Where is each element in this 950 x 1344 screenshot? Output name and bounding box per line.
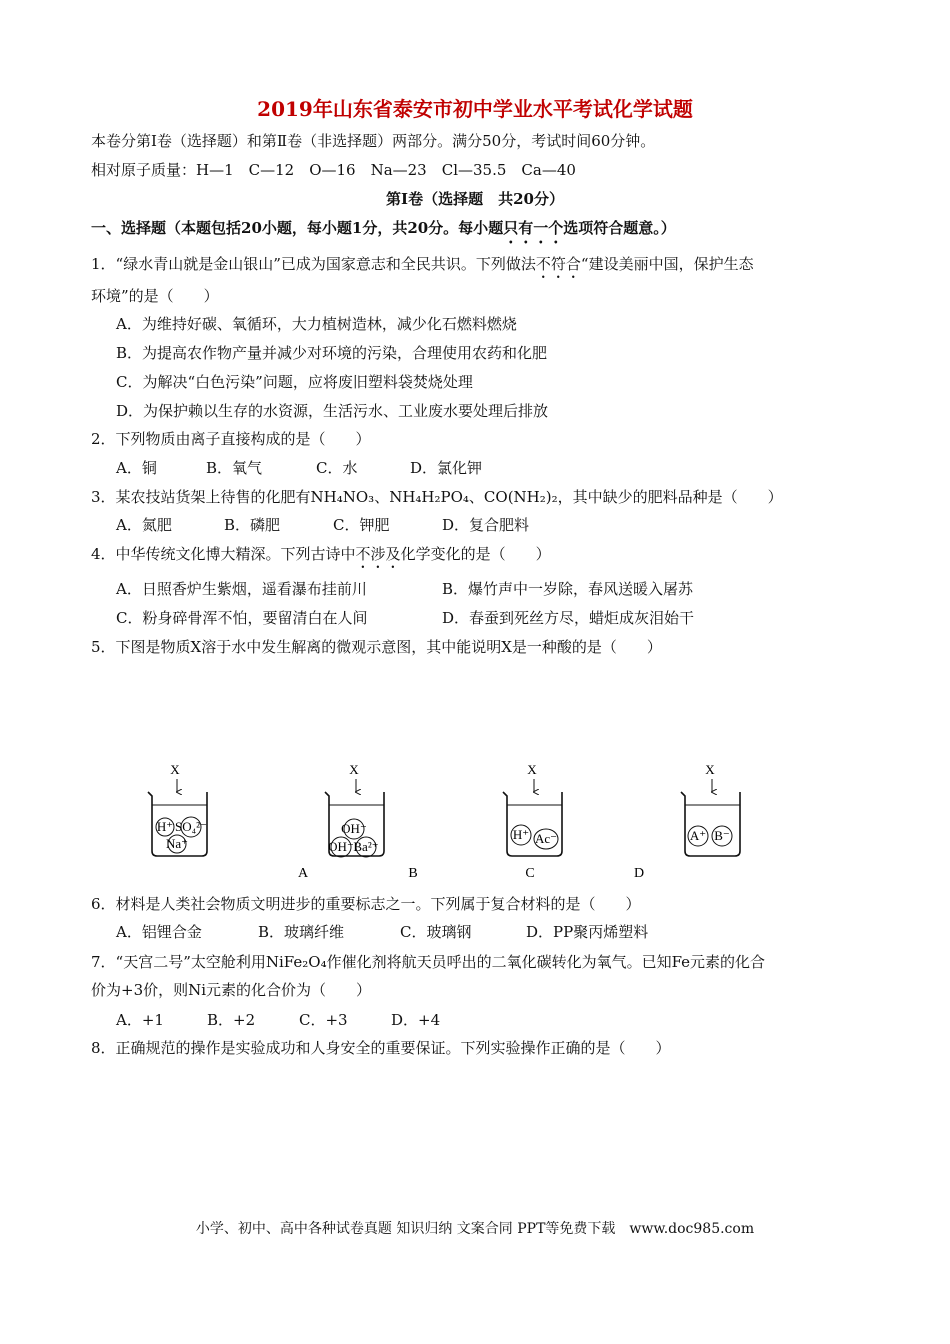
q4-option-c: C．粉身碎骨浑不怕，要留清白在人间 bbox=[116, 609, 368, 627]
beaker-b bbox=[325, 762, 384, 857]
q8-stem: 8．正确规范的操作是实验成功和人身安全的重要保证。下列实验操作正确的是（ ） bbox=[91, 1039, 671, 1057]
beaker-b-label: X bbox=[349, 762, 359, 777]
q7-stem-line1: 7．“天宫二号”太空舱利用NiFe₂O₄作催化剂将航天员呼出的二氧化碳转化为氧气。已知Fe元素的化合 bbox=[91, 953, 766, 971]
beaker-d-label: X bbox=[705, 762, 715, 777]
section-emphasis: 只有一个 bbox=[503, 219, 564, 237]
beaker-letter-c: C bbox=[525, 866, 535, 881]
q6-option-a: A．铝锂合金 bbox=[116, 923, 202, 941]
q3-option-a: A．氮肥 bbox=[116, 516, 172, 534]
ion-label: Ba²⁺ bbox=[353, 839, 379, 854]
q1-option-c: C．为解决“白色污染”问题，应将废旧塑料袋焚烧处理 bbox=[116, 373, 473, 391]
beaker-c-label: X bbox=[527, 762, 537, 777]
q2-option-c: C．水 bbox=[316, 459, 358, 477]
beaker-a bbox=[148, 762, 207, 856]
q5-stem: 5．下图是物质X溶于水中发生解离的微观示意图，其中能说明X是一种酸的是（ ） bbox=[91, 638, 662, 656]
beaker-letter-a: A bbox=[297, 866, 309, 881]
q5-beakers-figure bbox=[0, 755, 950, 885]
q7-option-d: D．+4 bbox=[391, 1011, 441, 1029]
ion-label: H⁺ bbox=[512, 827, 530, 842]
atomic-mass-text: 相对原子质量：H—1 C—12 O—16 Na—23 Cl—35.5 Ca—40 bbox=[91, 161, 576, 179]
q6-option-c: C．玻璃钢 bbox=[400, 923, 472, 941]
q7-option-c: C．+3 bbox=[299, 1011, 348, 1029]
q1-stem-line2: 环境”的是（ ） bbox=[91, 287, 219, 305]
q3-option-b: B．磷肥 bbox=[224, 516, 281, 534]
section-tail: 选项符合题意。） bbox=[563, 219, 676, 237]
q2-option-a: A．铜 bbox=[116, 459, 157, 477]
q2-stem: 2．下列物质由离子直接构成的是（ ） bbox=[91, 430, 371, 448]
q4-stem-b: 化学变化的是（ ） bbox=[400, 545, 551, 563]
q3-option-d: D．复合肥料 bbox=[442, 516, 530, 534]
q4-stem-a: 4．中华传统文化博大精深。下列古诗中 bbox=[91, 545, 356, 563]
q6-option-b: B．玻璃纤维 bbox=[258, 923, 345, 941]
intro-text: 本卷分第Ⅰ卷（选择题）和第Ⅱ卷（非选择题）两部分。满分50分，考试时间60分钟。 bbox=[91, 132, 656, 150]
q1-option-b: B．为提高农作物产量并减少对环境的污染，合理使用农药和化肥 bbox=[116, 344, 548, 362]
beaker-letter-b: B bbox=[408, 866, 418, 881]
section-heading bbox=[91, 217, 676, 247]
ion-label: Na⁺ bbox=[165, 836, 189, 851]
q7-option-b: B．+2 bbox=[207, 1011, 256, 1029]
q4-option-d: D．春蚕到死丝方尽，蜡炬成灰泪始干 bbox=[442, 609, 695, 627]
q7-stem-line2: 价为+3价，则Ni元素的化合价为（ ） bbox=[91, 981, 372, 999]
ion-label: OH⁻ bbox=[341, 821, 367, 836]
ion-label: B⁻ bbox=[714, 828, 730, 843]
q4-emphasis: 不涉及 bbox=[355, 545, 401, 563]
q1-option-d: D．为保护赖以生存的水资源，生活污水、工业废水要处理后排放 bbox=[116, 402, 549, 420]
q3-stem: 3．某农技站货架上待售的化肥有NH₄NO₃、NH₄H₂PO₄、CO(NH₂)₂，其中缺少的肥料品种是（ ） bbox=[91, 488, 783, 506]
q1-option-a: A．为维持好碳、氧循环，大力植树造林，减少化石燃料燃烧 bbox=[116, 315, 517, 333]
q7-option-a: A．+1 bbox=[116, 1011, 164, 1029]
beaker-letter-d: D bbox=[633, 866, 645, 881]
section-head: 一、选择题（本题包括20小题，每小题1分，共20分。每小题 bbox=[91, 219, 504, 237]
q2-option-b: B．氧气 bbox=[206, 459, 263, 477]
part1-title: 第Ⅰ卷（选择题 共20分） bbox=[386, 190, 564, 208]
q1-emphasis: 不符合 bbox=[535, 255, 581, 273]
q4-option-a: A．日照香炉生紫烟，遥看瀑布挂前川 bbox=[116, 580, 367, 598]
q1-stem-b: “建设美丽中国，保护生态 bbox=[580, 255, 754, 273]
q6-option-d: D．PP聚丙烯塑料 bbox=[526, 923, 649, 941]
beaker-a-label: X bbox=[170, 762, 180, 777]
q1-stem-line1 bbox=[91, 253, 754, 282]
q6-stem: 6．材料是人类社会物质文明进步的重要标志之一。下列属于复合材料的是（ ） bbox=[91, 895, 641, 913]
q4-option-b: B．爆竹声中一岁除，春风送暖入屠苏 bbox=[442, 580, 694, 598]
q4-stem bbox=[91, 543, 551, 572]
ion-label: SO₄²⁻ bbox=[175, 819, 207, 834]
ion-label: A⁺ bbox=[689, 828, 707, 843]
ion-label: OH⁻ bbox=[328, 839, 354, 854]
footer-text: 小学、初中、高中各种试卷真题 知识归纳 文案合同 PPT等免费下载 www.doc985.com bbox=[195, 1221, 755, 1237]
q1-stem-a: 1．“绿水青山就是金山银山”已成为国家意志和全民共识。下列做法 bbox=[91, 255, 536, 273]
q3-option-c: C．钾肥 bbox=[333, 516, 390, 534]
ion-label: Ac⁻ bbox=[534, 831, 558, 846]
page-title: 2019年山东省泰安市初中学业水平考试化学试题 bbox=[257, 97, 693, 121]
beaker-d bbox=[681, 762, 740, 856]
ion-label: H⁺ bbox=[156, 819, 174, 834]
q2-option-d: D．氯化钾 bbox=[410, 459, 483, 477]
beaker-c bbox=[503, 762, 562, 856]
